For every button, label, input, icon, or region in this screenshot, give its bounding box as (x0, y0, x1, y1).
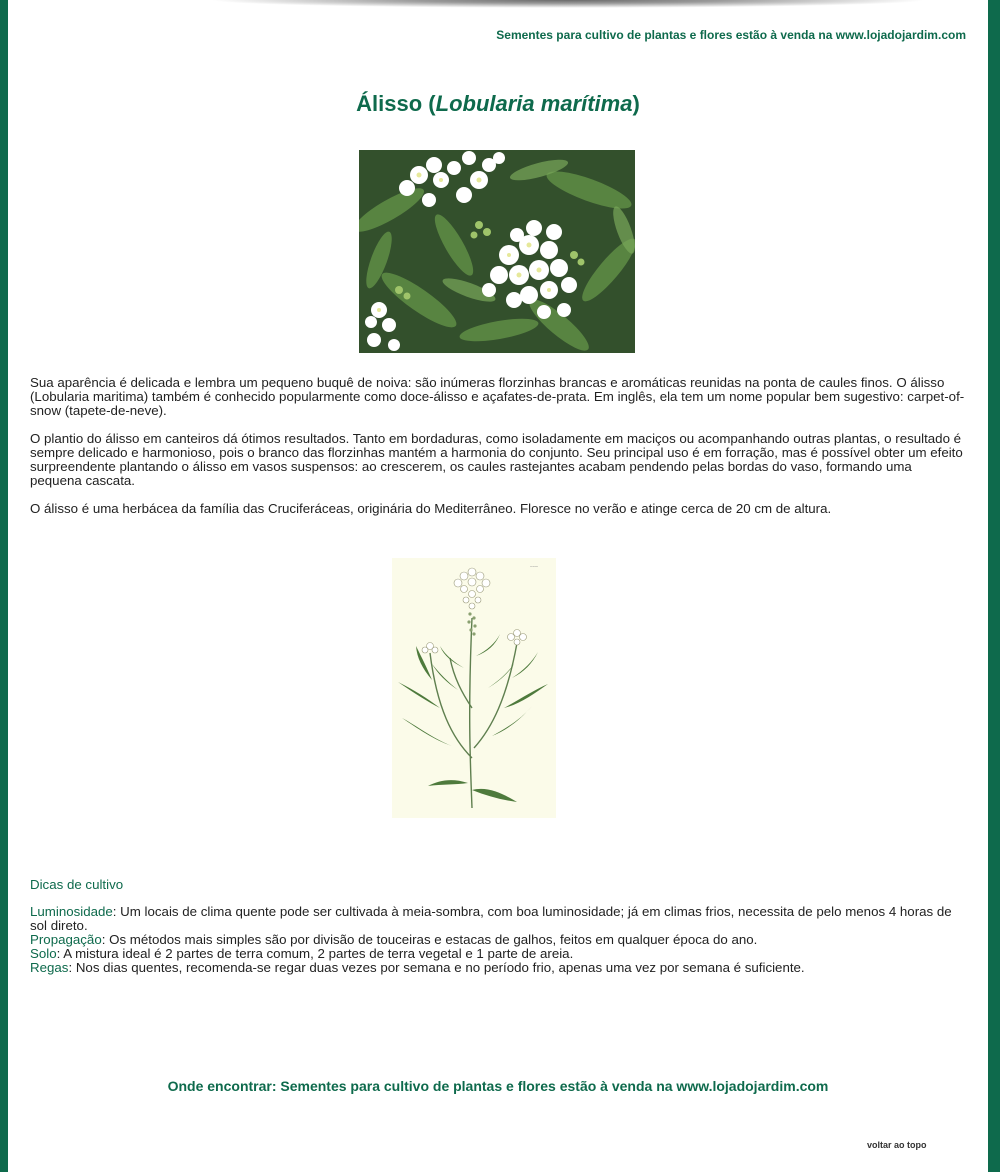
page (8, 0, 988, 1172)
title-prefix: Álisso ( (356, 91, 436, 116)
svg-text:~~~: ~~~ (530, 565, 539, 570)
top-shadow (208, 0, 928, 8)
tips-list (30, 905, 970, 975)
planting-paragraph: O plantio do álisso em canteiros dá ótimos resultados. Tanto em bordaduras, como isoladamente em maciços ou acompanhando outras plantas, o resultado é sempre delicado e harmonioso, pois o branco das florzinhas mantém a harmonia do conjunto. Seu principal uso é em forração, mas é possível obter um efeito surpreendente plantando o álisso em vasos suspensos: ao crescerem, os caules rastejantes acabam pendendo pelas bordas do vaso, formando uma pequena cascata. (30, 431, 963, 488)
tip-luminosidade (30, 905, 970, 933)
tip-text-propagacao: : Os métodos mais simples são por divisão de touceiras e estacas de galhos, feitos em qualquer época do ano. (101, 932, 758, 947)
tip-label-propagacao: Propagação (30, 932, 102, 947)
intro-paragraph: Sua aparência é delicada e lembra um pequeno buquê de noiva: são inúmeras florzinhas brancas e aromáticas reunidas na ponta de caules finos. O álisso (Lobularia maritima) também é conhecido popularmente como doce-álisso e açafates-de-prata. Em inglês, ela tem um nome popular bem sugestivo: carpet-of-snow (tapete-de-neve). (30, 375, 965, 418)
title-suffix: ) (632, 91, 640, 116)
store-link-top[interactable]: Sementes para cultivo de plantas e flores estão à venda na www.lojadojardim.com (496, 28, 966, 42)
tip-text-regas: : Nos dias quentes, recomenda-se regar duas vezes por semana e no período frio, apenas uma vez por semana é suficiente. (68, 960, 805, 975)
tip-propagacao (30, 933, 970, 947)
tip-label-regas: Regas (30, 960, 69, 975)
page-title (8, 91, 988, 117)
alyssum-photo (359, 150, 635, 353)
tip-label-solo: Solo (30, 946, 57, 961)
tip-text-solo: : A mistura ideal é 2 partes de terra comum, 2 partes de terra vegetal e 1 parte de areia. (56, 946, 574, 961)
store-link-bottom[interactable]: Onde encontrar: Sementes para cultivo de plantas e flores estão à venda na www.lojadojardim.com (167, 1078, 829, 1094)
tip-text-luminosidade: : Um locais de clima quente pode ser cultivada à meia-sombra, com boa luminosidade; já em climas frios, necessita de pelo menos 4 horas de sol direto. (30, 904, 952, 933)
title-scientific-name: Lobularia marítima (435, 91, 633, 116)
tip-solo (30, 947, 970, 961)
back-to-top-link[interactable]: voltar ao topo (867, 1140, 927, 1150)
family-paragraph: O álisso é uma herbácea da família das Cruciferáceas, originária do Mediterrâneo. Floresce no verão e atinge cerca de 20 cm de altura. (30, 501, 832, 516)
dicas-heading: Dicas de cultivo (30, 877, 124, 892)
tip-label-luminosidade: Luminosidade (30, 904, 113, 919)
botanical-illustration (392, 558, 556, 818)
tip-regas (30, 961, 970, 975)
